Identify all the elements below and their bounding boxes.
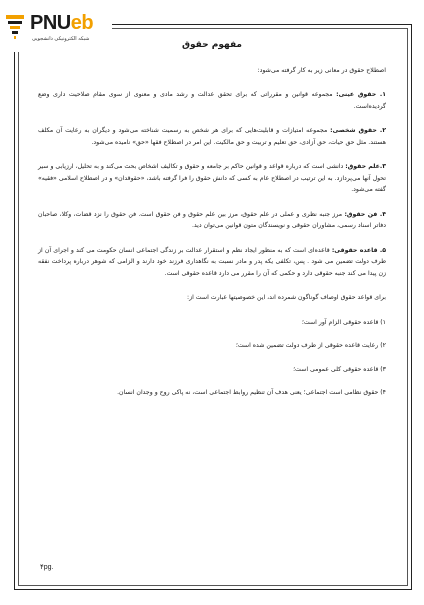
section-5-body: قاعده‌ای است که به منظور ایجاد نظم و استقرار عدالت بر زندگی اجتماعی انسان حکومت می کند و اجرای آن از طرف دولت تضمین می شود . پس، تکلفی یکه پدر و مادر نسبت به نگاهداری فرزند خود دارند و الزامی که شوهر درباره پرداخت نفقه زن پیدا می کند جنبه حقوقی دارد و حکمی که آن را مقرر می دارد قاعده حقوقی است. bbox=[38, 246, 386, 277]
section-3 bbox=[38, 161, 386, 196]
section-3-body: دانشی است که درباره قواعد و قوانین حاکم بر جامعه و حقوق و تکالیف اشخاص بحث می‌کند و به تحلیل، ارزیابی و سیر تحول آنها می‌پردازد. به این ترتیب در اصطلاح عام به کسی که دانش حقوق را فرا گرفته باشد، «حقوقدان» و در اصطلاح اسلامی «فقیه» گفته می‌شود. bbox=[38, 163, 386, 193]
list-item: ۳) قاعده حقوقی کلی عمومی است؛ bbox=[293, 365, 386, 373]
section-5 bbox=[38, 245, 386, 280]
intro-paragraph: اصطلاح حقوق در معانی زیر به کار گرفته می‌شود: bbox=[257, 66, 386, 74]
logo-wordmark bbox=[30, 12, 93, 35]
page-title: مفهوم حقوق bbox=[181, 40, 243, 50]
document-content bbox=[38, 40, 386, 411]
page-number: ۴pg. bbox=[40, 564, 54, 571]
list-item: ۱) قاعده حقوقی الزام آور است؛ bbox=[301, 318, 386, 326]
section-3-heading: ۳.علم حقوق: bbox=[345, 163, 386, 170]
logo-subtitle: شبکه الکترونیکی دانشجویی bbox=[32, 36, 90, 42]
section-2-heading: ۲. حقوق شخصی: bbox=[330, 127, 386, 134]
list-intro: برای قواعد حقوق اوصاف گوناگون شمرده اند، این خصوصیتها عبارت است از: bbox=[187, 294, 386, 301]
section-1-heading: ۱. حقوق عینی: bbox=[336, 91, 386, 98]
section-2-body: مجموعه امتیازات و قابلیت‌هایی که برای هر شخص به رسمیت شناخته می‌شود و دیگران به رعایت آن مکلف هستند. مثل حق حیات، حق آزادی، حق تعلیم و تربیت و حق مالکیت. این امر در اصطلاح فقها «حق» نامیده می‌شود. bbox=[38, 127, 386, 146]
list-item: ۲) رعایت قاعده حقوقی از طرف دولت تضمین شده است؛ bbox=[235, 342, 386, 349]
features-list bbox=[38, 317, 386, 399]
section-4 bbox=[38, 209, 386, 232]
logo-text-pn: PNU bbox=[30, 12, 71, 34]
section-1-body: مجموعه قوانین و مقرراتی که برای تحقق عدالت و رشد مادی و معنوی از سوی مقام صلاحیت داری وضع گردیده‌است. bbox=[38, 91, 386, 110]
section-4-heading: ۴. فن حقوق: bbox=[344, 210, 386, 218]
section-5-heading: ۵. قاعده حقوقی: bbox=[331, 246, 386, 254]
section-1 bbox=[38, 89, 386, 112]
logo-text-rest: eb bbox=[70, 12, 94, 34]
section-4-body: مرز جنبه نظری و عملی در علم حقوق، مرز بین علم حقوق و فن حقوق است. فن حقوق را نزد قضات، وکلا، صاحبان دفاتر اسناد رسمی، مشاوران حقوقی و نویسندگان متون قوانین می‌توان دید. bbox=[38, 210, 386, 229]
logo-icon bbox=[4, 12, 26, 40]
section-2 bbox=[38, 125, 386, 148]
list-item: ۴) حقوق نظامی است اجتماعی؛ یعنی هدف آن تنظیم روابط اجتماعی است، نه پاکی روح و وجدان انسان. bbox=[117, 389, 386, 396]
